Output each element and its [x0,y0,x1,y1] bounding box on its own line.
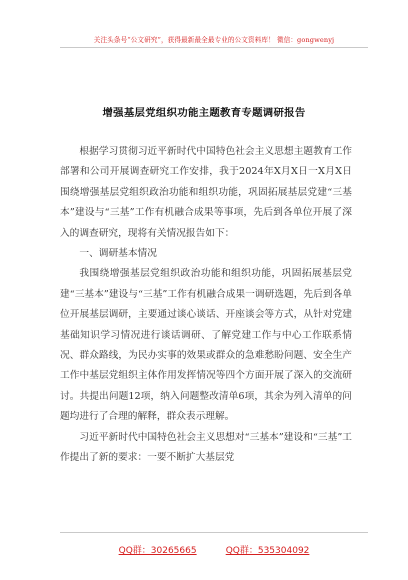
qq-group-link[interactable]: QQ群：535304092 [225,546,310,556]
body-paragraph: 习近平新时代中国特色社会主义思想对“三基本”建设和“三基”工作提出了新的要求：一要不断扩大基层党 [60,431,352,464]
section-heading: 一、调研基本情况 [79,248,157,260]
qq-group-link[interactable]: QQ群：30265665 [118,546,197,556]
page-footer [60,532,368,557]
body-paragraph: 我围绕增强基层党组织政治功能和组织功能，巩固拓展基层党建“三基本”建设与“三基”工作有机融合成果一调研选题，先后到各单位开展基层调研，主要通过谈心谈话、开座谈会等方式，从针对党建基础知识学习情况进行谈话调研、了解党建工作与中心工作联系情况、群众路线，为民办实事的效果或群众的急难愁盼问题、安全生产工作中基层党组织主体作用发挥情况等四个方面开展了深入的交流研讨。共提出问题12项，纳入问题整改清单6项，其余为列入清单的问题均进行了合理的解释，群众表示理解。 [60,268,352,423]
header-notice: 关注头条号“公文研究”，获得最新最全最专业的公文资料库！ 微信：gongwenyj [93,36,335,44]
page-header [60,27,368,48]
intro-paragraph: 根据学习贯彻习近平新时代中国特色社会主义思想主题教育工作部署和公司开展调查研究工作安排，我于2024年X月X日一X月X日围绕增强基层党组织政治功能和组织功能，巩固拓展基层党建“三基本”建设与“三基”工作有机融合成果等事项，先后到各单位开展了深入的调查研究，现将有关情况报告如下： [60,146,352,239]
document-body [60,142,352,469]
document-title: 增强基层党组织功能主题教育专题调研报告 [102,107,306,119]
